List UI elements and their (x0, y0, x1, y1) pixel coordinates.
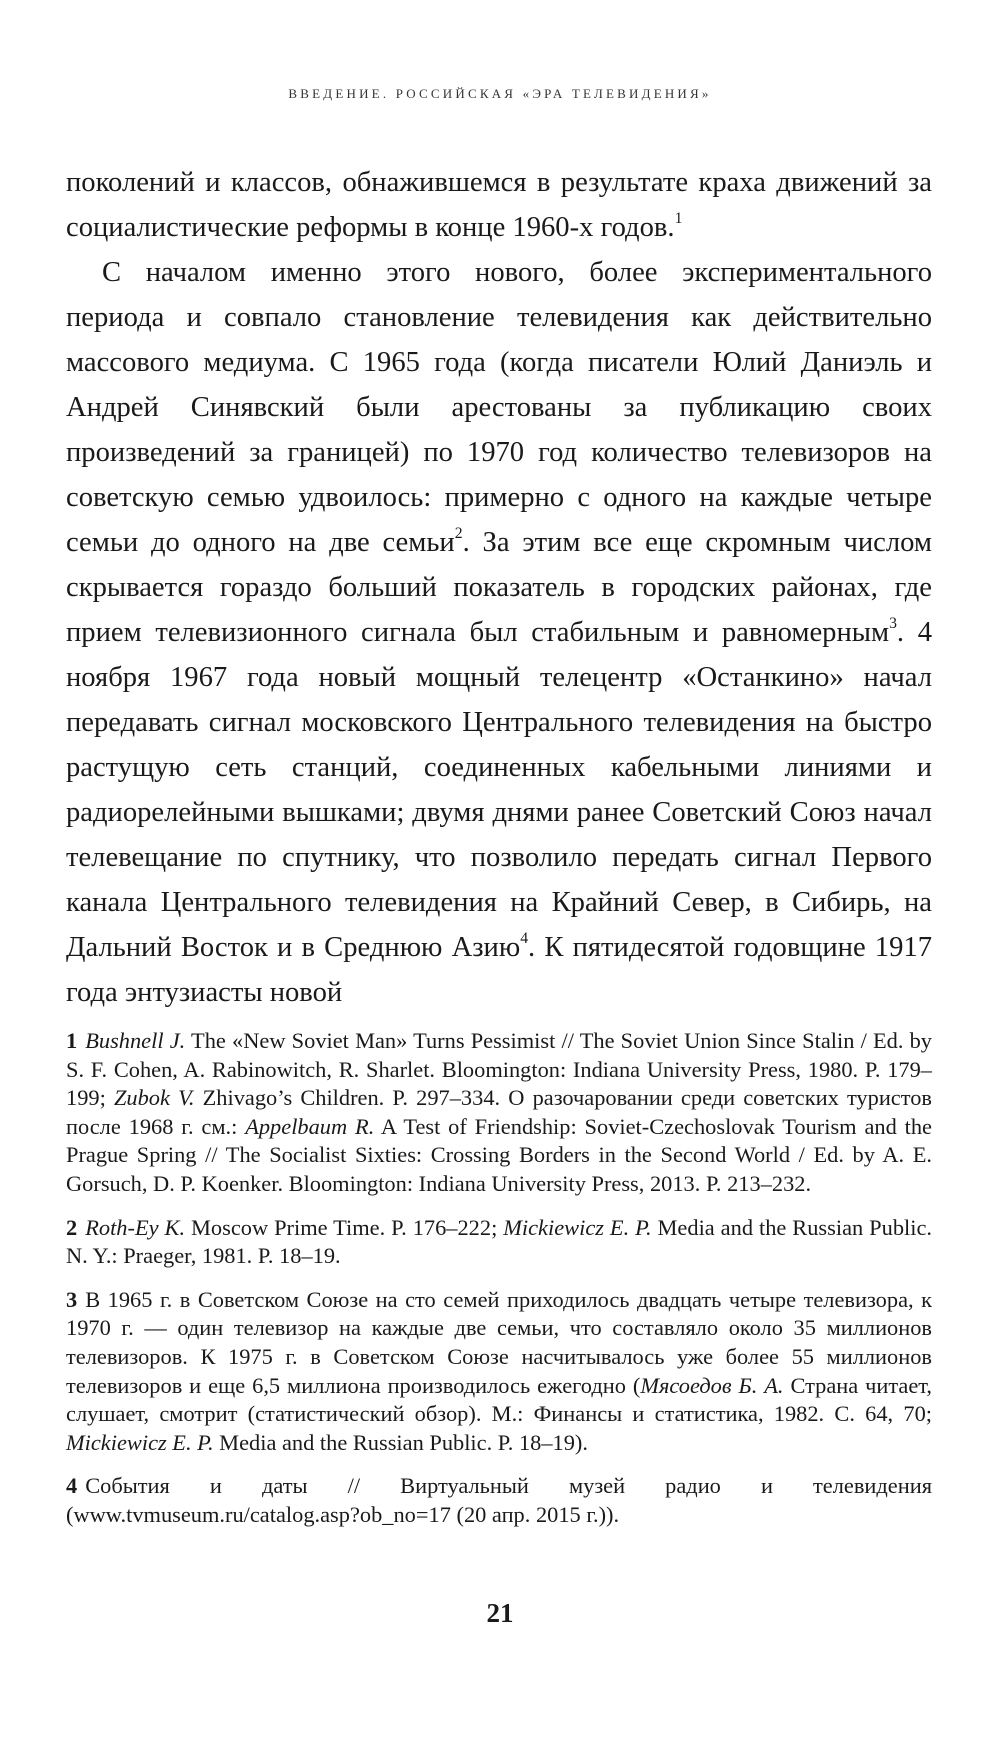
footnote-author: Zubok V. (113, 1085, 195, 1111)
footnote-number: 2 (66, 1214, 78, 1240)
paragraph-2-seg4: . К пятидесятой годовщине 1917 года энтузиасты новой (66, 932, 932, 1008)
footnote-author: Appelbaum R. (245, 1113, 375, 1139)
footnote-4 (66, 1472, 932, 1529)
footnote-2 (66, 1214, 932, 1271)
footnote-text: Zhivago’s Children. P. 297–334. О разочаровании среди советских туристов после 1968 г. см.: (66, 1085, 933, 1139)
footnote-author: Bushnell J. (85, 1028, 186, 1053)
paragraph-2-seg3: . 4 ноября 1967 года новый мощный телецентр «Останкино» начал передавать сигнал московского Центрального телевидения на быстро растущую сеть станций, соединенных кабельными линиями и радиорелейными вышками; двумя днями ранее Советский Союз начал телевещание по спутнику, что позволило передать сигнал Первого канала Центрального телевидения на Крайний Север, в Сибирь, на Дальний Восток и в Среднюю Азию (66, 617, 933, 963)
paragraph-1 (66, 160, 932, 250)
footnote-ref-3[interactable]: 3 (889, 615, 897, 633)
footnote-text: В 1965 г. в Советском Союзе на сто семей приходилось двадцать четыре телевизора, к 1970 г. — один телевизор на каждые две семьи, что составляло около 35 миллионов телевизоров. К 1975 г. в Советском Союзе насчитывалось уже более 55 миллионов телевизоров и еще 6,5 миллиона производилось ежегодно ( (66, 1286, 932, 1398)
footnote-ref-2[interactable]: 2 (454, 525, 463, 543)
paragraph-2 (66, 250, 932, 1015)
footnote-author: Mickiewicz E. P. (503, 1214, 652, 1240)
main-text (66, 160, 932, 1015)
paragraph-2-seg2: . За этим все еще скромным числом скрывается гораздо больший показатель в городских районах, где прием телевизионного сигнала был стабильным и равномерным (66, 527, 932, 648)
page-number: 21 (486, 1598, 514, 1628)
footnote-text: Media and the Russian Public. P. 18–19). (213, 1429, 588, 1455)
footnote-author: Roth-Ey K. (85, 1214, 186, 1240)
footnote-ref-4[interactable]: 4 (520, 930, 529, 948)
footnote-number: 1 (66, 1028, 78, 1053)
paragraph-2-seg1: С началом именно этого нового, более экспериментального периода и совпало становление телевидения как действительно массового медиума. С 1965 года (когда писатели Юлий Даниэль и Андрей Синявский были арестованы за публикацию своих произведений за границей) по 1970 год количество телевизоров на советскую семью удвоилось: примерно с одного на каждые четыре семьи до одного на две семьи (66, 257, 932, 558)
footnote-text: Moscow Prime Time. P. 176–222; (185, 1214, 504, 1240)
footnote-3 (66, 1286, 932, 1458)
footnote-text: Страна читает, слушает, смотрит (статистический обзор). М.: Финансы и статистика, 1982. С. 64, 70; (66, 1372, 932, 1427)
running-head: ВВЕДЕНИЕ. РОССИЙСКАЯ «ЭРА ТЕЛЕВИДЕНИЯ» (288, 86, 712, 101)
footnote-1 (66, 1027, 932, 1199)
footnote-number: 3 (66, 1286, 78, 1312)
footnote-text: События и даты // Виртуальный музей радио и телевидения (www.tvmuseum.ru/catalog.asp?ob_no=17 (20 апр. 2015 г.)). (66, 1473, 932, 1527)
footnote-text: The «New Soviet Man» Turns Pessimist // The Soviet Union Since Stalin / Ed. by S. F. Cohen, A. Rabinowitch, R. Sharlet. Bloomington: Indiana University Press, 1980. P. 179–199; (66, 1028, 932, 1111)
footnote-text: A Test of Friendship: Soviet-Czechoslovak Tourism and the Prague Spring // The Socialist Sixties: Crossing Borders in the Second World / Ed. by A. E. Gorsuch, D. P. Koenker. Bloomington: Indiana University Press, 2013. P. 213–232. (66, 1113, 932, 1196)
footnote-author: Mickiewicz E. P. (66, 1429, 214, 1455)
footnote-text: Media and the Russian Public. N. Y.: Praeger, 1981. P. 18–19. (66, 1214, 932, 1269)
footnote-ref-1[interactable]: 1 (674, 210, 683, 228)
footnotes (66, 1027, 932, 1545)
paragraph-1-text: поколений и классов, обнажившемся в результате краха движений за социалистические реформы в конце 1960-х годов. (66, 167, 932, 243)
footnote-number: 4 (66, 1473, 78, 1499)
footnote-author: Мясоедов Б. А. (640, 1372, 784, 1398)
